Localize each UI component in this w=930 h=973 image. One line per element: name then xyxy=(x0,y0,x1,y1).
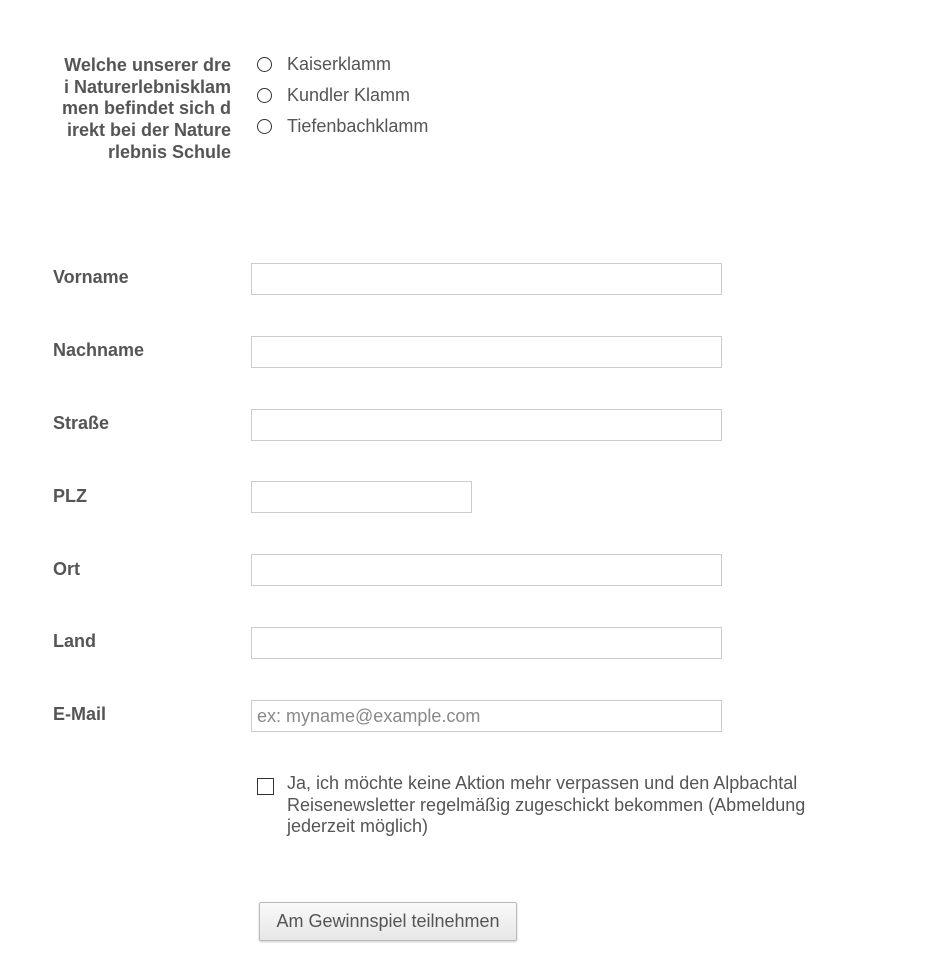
land-label: Land xyxy=(53,631,96,651)
radio-option-kundler-klamm[interactable] xyxy=(257,82,410,108)
email-label: E-Mail xyxy=(53,704,107,724)
ort-label: Ort xyxy=(53,559,80,579)
strasse-input[interactable] xyxy=(251,409,722,441)
nachname-label: Nachname xyxy=(53,340,145,360)
plz-input[interactable] xyxy=(251,481,472,513)
radio-label: Kundler Klamm xyxy=(287,84,411,105)
strasse-label: Straße xyxy=(53,413,110,433)
radio-option-tiefenbachklamm[interactable] xyxy=(257,113,428,139)
ort-input[interactable] xyxy=(251,554,722,586)
question-label: Welche unserer drei Naturerlebnisklammen befindet sich direkt bei der Naturerlebnis Schule xyxy=(61,55,231,162)
email-input[interactable] xyxy=(251,700,722,732)
radio-button[interactable] xyxy=(257,57,272,72)
radio-option-kaiserklamm[interactable] xyxy=(257,51,391,77)
nachname-input[interactable] xyxy=(251,336,722,368)
vorname-label: Vorname xyxy=(53,267,129,287)
vorname-input[interactable] xyxy=(251,263,722,295)
radio-button[interactable] xyxy=(257,88,272,103)
radio-button[interactable] xyxy=(257,119,272,134)
plz-label: PLZ xyxy=(53,486,87,506)
newsletter-checkbox[interactable] xyxy=(257,778,274,795)
newsletter-label: Ja, ich möchte keine Aktion mehr verpassen und den Alpbachtal Reisenewsletter regelmäßig zugeschickt bekommen (Abmeldung jederzeit möglich) xyxy=(287,773,806,837)
radio-label: Kaiserklamm xyxy=(287,53,392,74)
radio-label: Tiefenbachklamm xyxy=(287,115,429,136)
land-input[interactable] xyxy=(251,627,722,659)
submit-button[interactable]: Am Gewinnspiel teilnehmen xyxy=(259,902,517,941)
